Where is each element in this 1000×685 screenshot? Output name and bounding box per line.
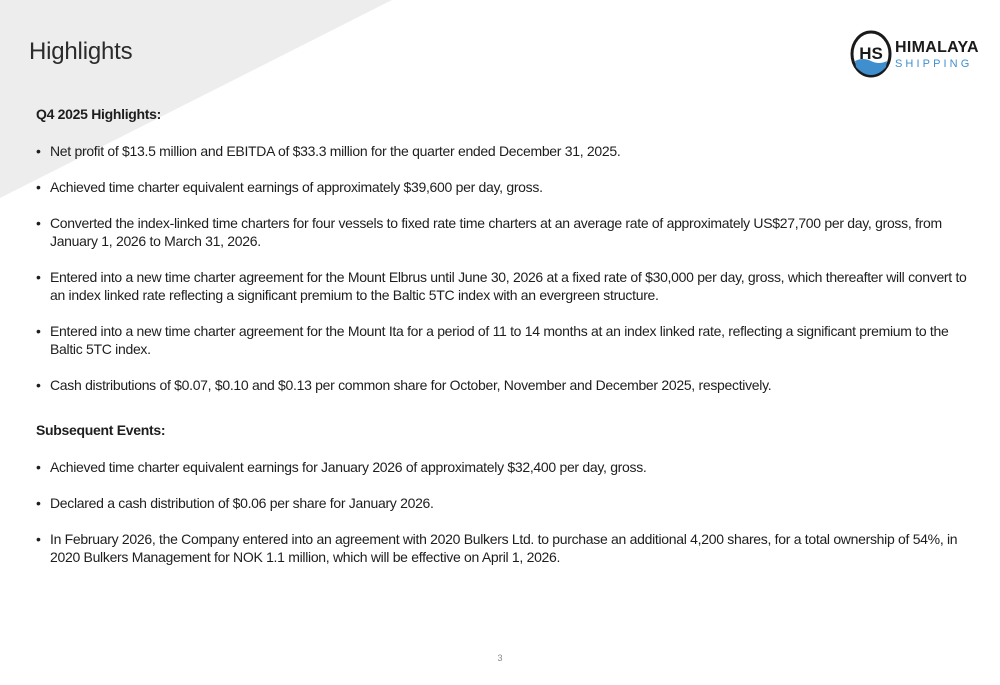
list-item-text: Achieved time charter equivalent earnings of approximately $39,600 per day, gross. (50, 179, 543, 195)
subsequent-events-list (36, 458, 976, 566)
bullet-icon: • (36, 459, 41, 475)
page-title: Highlights (29, 38, 133, 65)
bullet-icon: • (36, 143, 41, 159)
q4-highlights-list (36, 142, 976, 394)
logo-line2: SHIPPING (895, 58, 973, 70)
bullet-icon: • (36, 215, 41, 231)
bullet-icon: • (36, 323, 41, 339)
list-item-text: In February 2026, the Company entered into an agreement with 2020 Bulkers Ltd. to purchase an additional 4,200 shares, for a total ownership of 54%, in 2020 Bulkers Management for NOK 1.1 million, which will be effective on April 1, 2026. (50, 531, 958, 565)
list-item (36, 268, 976, 304)
list-item-text: Entered into a new time charter agreement for the Mount Elbrus until June 30, 2026 at a fixed rate of $30,000 per day, gross, which thereafter will convert to an index linked rate reflecting a significant premium to the Baltic 5TC index with an evergreen structure. (50, 269, 967, 303)
list-item-text: Achieved time charter equivalent earnings for January 2026 of approximately $32,400 per day, gross. (50, 459, 647, 475)
company-logo (850, 29, 979, 81)
highlights-content (36, 104, 976, 566)
list-item-text: Cash distributions of $0.07, $0.10 and $0.13 per common share for October, November and December 2025, respectively. (50, 377, 772, 393)
list-item (36, 494, 976, 512)
list-item (36, 376, 976, 394)
list-item (36, 458, 976, 476)
logo-monogram: HS (859, 44, 883, 63)
list-item (36, 530, 976, 566)
list-item (36, 142, 976, 160)
section-heading-q4: Q4 2025 Highlights: (36, 106, 161, 122)
page-number: 3 (497, 653, 503, 663)
hs-monogram-icon (850, 29, 894, 79)
list-item-text: Converted the index-linked time charters for four vessels to fixed rate time charters at an average rate of approximately US$27,700 per day, gross, from January 1, 2026 to March 31, 2026. (50, 215, 942, 249)
list-item (36, 322, 976, 358)
section-heading-subsequent: Subsequent Events: (36, 422, 166, 438)
bullet-icon: • (36, 377, 41, 393)
list-item-text: Entered into a new time charter agreement for the Mount Ita for a period of 11 to 14 months at an index linked rate, reflecting a significant premium to the Baltic 5TC index. (50, 323, 949, 357)
list-item (36, 178, 976, 196)
logo-line1: HIMALAYA (895, 39, 979, 56)
list-item-text: Declared a cash distribution of $0.06 per share for January 2026. (50, 495, 434, 511)
logo-wordmark (895, 39, 979, 71)
list-item (36, 214, 976, 250)
bullet-icon: • (36, 179, 41, 195)
bullet-icon: • (36, 269, 41, 285)
bullet-icon: • (36, 495, 41, 511)
list-item-text: Net profit of $13.5 million and EBITDA of $33.3 million for the quarter ended December 31, 2025. (50, 143, 621, 159)
bullet-icon: • (36, 531, 41, 547)
